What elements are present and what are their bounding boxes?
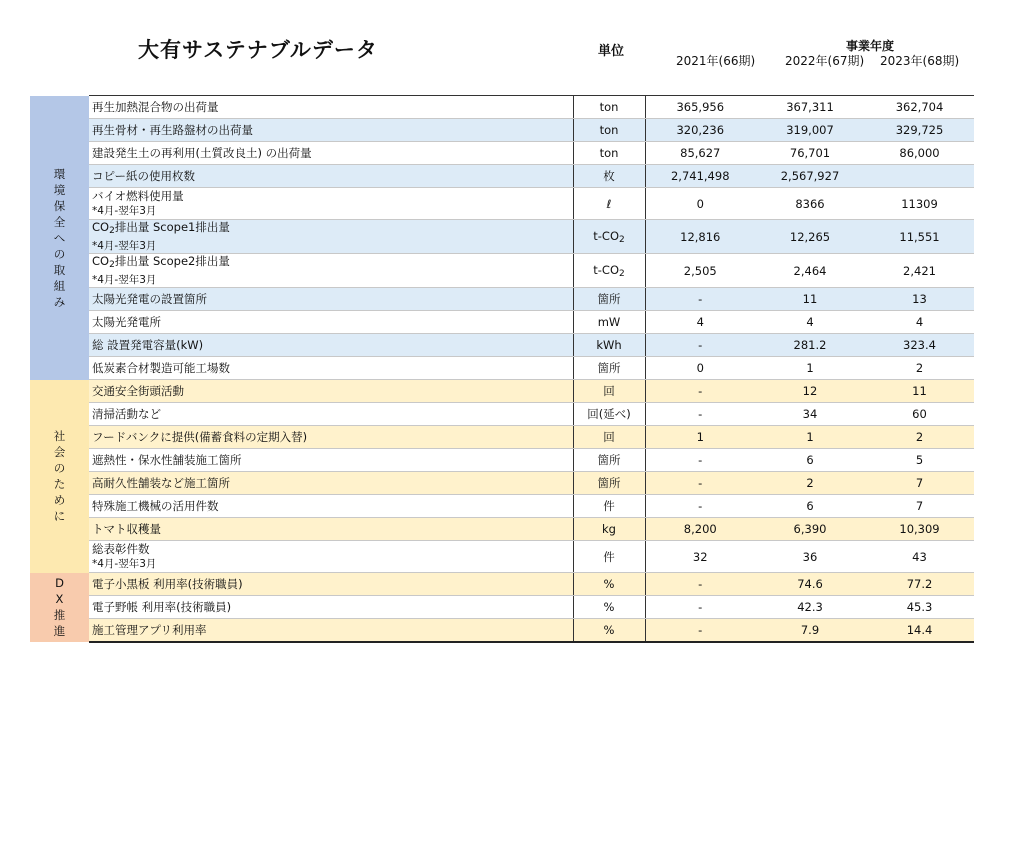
year-header-2023: 2023年(68期) — [880, 54, 960, 68]
row-item — [89, 541, 573, 573]
value-2023: 4 — [865, 311, 974, 334]
value-2023: 362,704 — [865, 96, 974, 119]
row-item: 電子野帳 利用率(技術職員) — [89, 596, 573, 619]
value-2021: - — [645, 596, 755, 619]
value-2021: 8,200 — [645, 518, 755, 541]
value-2022: 11 — [755, 288, 865, 311]
value-2022: 6 — [755, 449, 865, 472]
row-unit: kWh — [573, 334, 645, 357]
row-item-label: $CO_2$排出量 Scope2排出量 — [92, 254, 230, 270]
table-row — [30, 403, 974, 426]
value-2022: 12,265 — [755, 220, 865, 254]
table-row — [30, 311, 974, 334]
table-row — [30, 96, 974, 119]
row-item-label: $CO_2$排出量 Scope1排出量 — [92, 220, 230, 236]
table-row — [30, 518, 974, 541]
value-2022: 34 — [755, 403, 865, 426]
value-2021: - — [645, 334, 755, 357]
value-2021: 2,741,498 — [645, 165, 755, 188]
row-unit: $t-CO_2$ — [573, 254, 645, 288]
value-2023: 43 — [865, 541, 974, 573]
value-2023: 13 — [865, 288, 974, 311]
value-2023: 10,309 — [865, 518, 974, 541]
value-2022: 42.3 — [755, 596, 865, 619]
value-2021: - — [645, 403, 755, 426]
value-2023 — [865, 165, 974, 188]
row-item: 再生骨材・再生路盤材の出荷量 — [89, 119, 573, 142]
value-2021: 4 — [645, 311, 755, 334]
value-2023: 7 — [865, 472, 974, 495]
value-2021: - — [645, 380, 755, 403]
row-unit: ton — [573, 142, 645, 165]
row-unit: 箇所 — [573, 472, 645, 495]
table-row — [30, 165, 974, 188]
table-row — [30, 573, 974, 596]
value-2022: 76,701 — [755, 142, 865, 165]
row-item-note: *4月-翌年3月 — [92, 274, 157, 286]
value-2023: 86,000 — [865, 142, 974, 165]
row-unit: kg — [573, 518, 645, 541]
table-row — [30, 119, 974, 142]
row-item: 建設発生土の再利用(土質改良土) の出荷量 — [89, 142, 573, 165]
row-item: 総 設置発電容量(kW) — [89, 334, 573, 357]
row-unit: mW — [573, 311, 645, 334]
value-2022: 2,464 — [755, 254, 865, 288]
value-2023: 5 — [865, 449, 974, 472]
table-row — [30, 142, 974, 165]
value-2023: 77.2 — [865, 573, 974, 596]
row-unit: 回 — [573, 426, 645, 449]
value-2023: 60 — [865, 403, 974, 426]
value-2021: - — [645, 495, 755, 518]
value-2022: 6 — [755, 495, 865, 518]
row-item: 低炭素合材製造可能工場数 — [89, 357, 573, 380]
row-item: 再生加熱混合物の出荷量 — [89, 96, 573, 119]
value-2023: 11,551 — [865, 220, 974, 254]
row-item: 高耐久性舗装など施工箇所 — [89, 472, 573, 495]
row-item: 清掃活動など — [89, 403, 573, 426]
row-unit: ton — [573, 96, 645, 119]
table-row — [30, 495, 974, 518]
value-2021: 12,816 — [645, 220, 755, 254]
value-2021: 32 — [645, 541, 755, 573]
table-row — [30, 619, 974, 643]
category-dx: DX推進 — [30, 573, 89, 643]
value-2023: 14.4 — [865, 619, 974, 643]
row-unit: % — [573, 573, 645, 596]
value-2022: 6,390 — [755, 518, 865, 541]
value-2022: 8366 — [755, 188, 865, 220]
value-2021: 1 — [645, 426, 755, 449]
table-row — [30, 541, 974, 573]
table-row — [30, 334, 974, 357]
row-item: 太陽光発電所 — [89, 311, 573, 334]
value-2022: 281.2 — [755, 334, 865, 357]
row-item-note: *4月-翌年3月 — [92, 558, 157, 570]
value-2022: 1 — [755, 357, 865, 380]
row-unit: 箇所 — [573, 449, 645, 472]
fiscal-year-header: 事業年度 — [846, 39, 895, 53]
table-row — [30, 254, 974, 288]
row-item: コピー紙の使用枚数 — [89, 165, 573, 188]
value-2022: 1 — [755, 426, 865, 449]
row-item: 太陽光発電の設置箇所 — [89, 288, 573, 311]
row-item: 特殊施工機械の活用件数 — [89, 495, 573, 518]
value-2023: 323.4 — [865, 334, 974, 357]
row-item — [89, 220, 573, 254]
value-2023: 2 — [865, 426, 974, 449]
value-2021: 365,956 — [645, 96, 755, 119]
table-row — [30, 220, 974, 254]
table-row — [30, 472, 974, 495]
value-2023: 45.3 — [865, 596, 974, 619]
value-2023: 11 — [865, 380, 974, 403]
table-row — [30, 449, 974, 472]
category-society: 社会のために — [30, 380, 89, 573]
value-2021: - — [645, 619, 755, 643]
value-2023: 11309 — [865, 188, 974, 220]
row-item: 遮熱性・保水性舗装施工箇所 — [89, 449, 573, 472]
value-2022: 36 — [755, 541, 865, 573]
table-row — [30, 188, 974, 220]
row-item — [89, 188, 573, 220]
value-2021: 320,236 — [645, 119, 755, 142]
value-2022: 319,007 — [755, 119, 865, 142]
value-2021: - — [645, 472, 755, 495]
row-item-note: *4月-翌年3月 — [92, 240, 157, 252]
row-unit: 件 — [573, 495, 645, 518]
row-unit: % — [573, 596, 645, 619]
row-item: 交通安全街頭活動 — [89, 380, 573, 403]
row-item: 電子小黒板 利用率(技術職員) — [89, 573, 573, 596]
table-row — [30, 596, 974, 619]
row-unit: ℓ — [573, 188, 645, 220]
row-item: フードバンクに提供(備蓄食料の定期入替) — [89, 426, 573, 449]
value-2023: 7 — [865, 495, 974, 518]
value-2022: 4 — [755, 311, 865, 334]
row-item — [89, 254, 573, 288]
row-unit: % — [573, 619, 645, 643]
row-unit: 件 — [573, 541, 645, 573]
row-unit: 箇所 — [573, 357, 645, 380]
row-item: トマト収穫量 — [89, 518, 573, 541]
year-header-2022: 2022年(67期) — [785, 54, 865, 68]
value-2021: 85,627 — [645, 142, 755, 165]
value-2022: 7.9 — [755, 619, 865, 643]
row-unit: $t-CO_2$ — [573, 220, 645, 254]
row-item-note: *4月-翌年3月 — [92, 205, 157, 217]
unit-column-header: 単位 — [598, 44, 625, 59]
row-unit: ton — [573, 119, 645, 142]
value-2021: - — [645, 288, 755, 311]
row-item-label: バイオ燃料使用量 — [92, 189, 184, 203]
value-2023: 2,421 — [865, 254, 974, 288]
row-item-label: 総表彰件数 — [92, 542, 150, 556]
value-2022: 74.6 — [755, 573, 865, 596]
table-row — [30, 357, 974, 380]
value-2021: - — [645, 449, 755, 472]
value-2021: 2,505 — [645, 254, 755, 288]
row-unit: 回(延べ) — [573, 403, 645, 426]
page-title: 大有サステナブルデータ — [138, 38, 378, 62]
table-row — [30, 380, 974, 403]
row-unit: 枚 — [573, 165, 645, 188]
row-unit: 回 — [573, 380, 645, 403]
value-2023: 2 — [865, 357, 974, 380]
value-2021: 0 — [645, 188, 755, 220]
value-2021: 0 — [645, 357, 755, 380]
value-2023: 329,725 — [865, 119, 974, 142]
value-2022: 2 — [755, 472, 865, 495]
row-item: 施工管理アプリ利用率 — [89, 619, 573, 643]
table-row — [30, 288, 974, 311]
value-2021: - — [645, 573, 755, 596]
year-header-2021: 2021年(66期) — [676, 54, 756, 68]
row-unit: 箇所 — [573, 288, 645, 311]
table-row — [30, 426, 974, 449]
sustainability-data-table — [30, 95, 974, 643]
category-environment: 環境保全への取組み — [30, 96, 89, 380]
value-2022: 2,567,927 — [755, 165, 865, 188]
value-2022: 367,311 — [755, 96, 865, 119]
value-2022: 12 — [755, 380, 865, 403]
